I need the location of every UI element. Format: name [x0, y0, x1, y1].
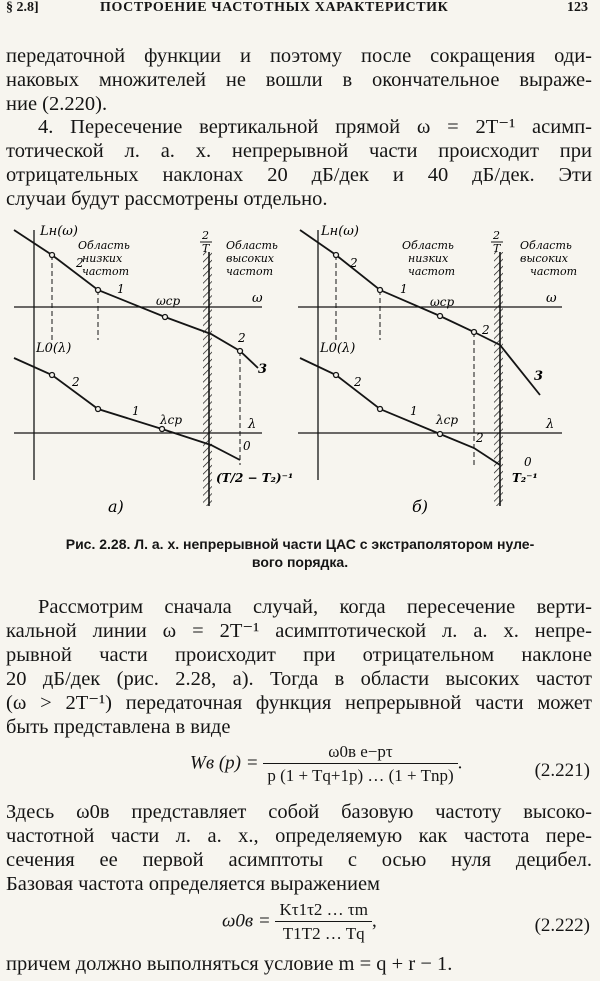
- lax-diagram: [0, 210, 600, 528]
- low-region-label: Область: [402, 239, 454, 252]
- corner-point: [472, 330, 477, 335]
- corner-point: [334, 253, 339, 258]
- corner-point: [96, 288, 101, 293]
- crossover-point: [438, 432, 443, 437]
- segment-slope: 1: [410, 404, 418, 418]
- lambda-axis-label: λ: [546, 417, 555, 432]
- segment-slope: 2: [238, 331, 246, 345]
- low-region-label: низких: [408, 252, 449, 265]
- corner-expression: (T/2 − T₂)⁻¹: [216, 471, 294, 485]
- boundary-hatch: [203, 252, 212, 506]
- omega-axis-label: ω: [546, 291, 557, 306]
- corner-point: [378, 288, 383, 293]
- high-region-label: частот: [226, 265, 274, 278]
- two-over-T-num: 2: [202, 229, 209, 242]
- crossover-point: [438, 314, 443, 319]
- omega-cp-label: ωср: [156, 294, 181, 308]
- zero-db-label: 0: [243, 439, 251, 453]
- two-over-T-den: T: [493, 242, 501, 255]
- segment-slope: 1: [117, 282, 125, 296]
- segment-slope: 3: [534, 369, 544, 384]
- figure-caption: Рис. 2.28. Л. а. х. непрерывной части ЦАС с экстраполятором нуле-: [65, 536, 535, 552]
- lambda-axis-label: λ: [248, 417, 257, 432]
- omega-axis-label: ω: [252, 291, 263, 306]
- crossover-point: [163, 315, 168, 320]
- high-region-label: частот: [530, 265, 578, 278]
- text-line: Здесь ω0в представляет собой базовую частоту высоко-: [6, 801, 592, 823]
- label-L0-lambda: L0(λ): [320, 341, 356, 356]
- low-region-label: частот: [82, 265, 130, 278]
- panel-label: б): [412, 497, 429, 516]
- boundary-hatch: [494, 252, 503, 506]
- high-region-label: высоких: [226, 252, 275, 265]
- segment-slope: 2: [76, 256, 84, 270]
- eq-lhs: Wв (p) =: [190, 752, 259, 774]
- text-line: отрицательных наклонах 20 дБ/дек и 40 дБ/дек. Эти: [6, 164, 592, 186]
- figure-caption: вого порядка.: [251, 554, 349, 570]
- corner-point: [96, 407, 101, 412]
- equation-number: (2.221): [534, 760, 590, 781]
- text-line: Базовая частота определяется выражением: [6, 873, 381, 895]
- corner-expression: T₂⁻¹: [512, 471, 538, 485]
- segment-slope: 2: [72, 375, 80, 389]
- eq-fraction: [275, 900, 372, 944]
- two-over-T-num: 2: [493, 229, 500, 242]
- panel-a: [14, 224, 293, 516]
- high-region-label: Область: [226, 239, 278, 252]
- section-number: § 2.8]: [6, 0, 39, 15]
- text-line: сечения ее первой асимптоты с осью нуля децибел.: [6, 849, 592, 871]
- text-line: случаи будут рассмотрены отдельно.: [6, 188, 328, 210]
- eq-numerator: Kτ1τ2 … τm: [279, 900, 368, 919]
- high-region-label: Область: [520, 239, 572, 252]
- eq-tail: .: [457, 752, 463, 774]
- crossover-point: [160, 427, 165, 432]
- lambda-cp-label: λср: [436, 413, 459, 427]
- segment-slope: 1: [400, 282, 408, 296]
- panel-label: а): [108, 497, 124, 516]
- equation-2-221: [190, 742, 462, 786]
- label-L0-lambda: L0(λ): [36, 341, 72, 356]
- corner-point: [334, 373, 339, 378]
- text-line: 4. Пересечение вертикальной прямой ω = 2T⁻¹ асимп-: [38, 116, 592, 138]
- text-line: ние (2.220).: [6, 93, 108, 115]
- equation-2-222: [222, 900, 377, 944]
- eq-tail: ,: [371, 910, 377, 932]
- corner-point: [238, 349, 243, 354]
- eq-denominator: p (1 + Tq+1p) … (1 + Tnp): [263, 763, 457, 786]
- segment-slope: 3: [258, 362, 268, 377]
- text-line: быть представлена в виде: [6, 716, 231, 738]
- two-over-T-den: T: [202, 242, 210, 255]
- lambda-cp-label: λср: [160, 413, 183, 427]
- low-region-label: Область: [78, 239, 130, 252]
- equation-number: (2.222): [534, 915, 590, 936]
- eq-fraction: [263, 742, 457, 786]
- low-region-label: частот: [408, 265, 456, 278]
- text-line: кальной линии ω = 2T⁻¹ асимптотической л. а. х. непре-: [6, 620, 592, 642]
- high-region-label: высоких: [520, 252, 569, 265]
- corner-point: [50, 253, 55, 258]
- eq-numerator: ω0в e−pτ: [328, 742, 393, 761]
- panel-b: [298, 224, 577, 516]
- eq-lhs: ω0в =: [222, 910, 271, 932]
- corner-point: [50, 373, 55, 378]
- text-line: наковых множителей не вошли в окончательное выраже-: [6, 69, 592, 91]
- label-Ln-omega: Lн(ω): [40, 224, 78, 239]
- text-line: передаточной функции и поэтому после сокращения оди-: [6, 45, 592, 67]
- text-line: 20 дБ/дек (рис. 2.28, а). Тогда в области высоких частот: [6, 668, 592, 690]
- running-title: ПОСТРОЕНИЕ ЧАСТОТНЫХ ХАРАКТЕРИСТИК: [100, 0, 449, 15]
- segment-slope: 1: [132, 404, 140, 418]
- eq-denominator: T1T2 … Tq: [275, 921, 372, 944]
- segment-slope: 2: [482, 323, 490, 337]
- label-Ln-omega: Lн(ω): [321, 224, 359, 239]
- omega-cp-label: ωср: [430, 295, 455, 309]
- segment-slope: 2: [354, 375, 362, 389]
- text-line: рывной части происходит при отрицательном наклоне: [6, 644, 592, 666]
- page-header: [6, 0, 592, 18]
- segment-slope: 2: [476, 431, 484, 445]
- figure-2-28: [0, 210, 600, 528]
- low-region-label: низких: [82, 252, 123, 265]
- zero-db-label: 0: [524, 455, 532, 469]
- text-line: причем должно выполняться условие m = q + r − 1.: [6, 953, 453, 975]
- text-line: Рассмотрим сначала случай, когда пересечение верти-: [38, 596, 592, 618]
- lower-lax-curve: [300, 358, 500, 465]
- text-line: тотической л. а. х. непрерывной части происходит при: [6, 140, 592, 162]
- page-number: 123: [567, 0, 588, 15]
- text-line: (ω > 2T⁻¹) передаточная функция непрерывной части может: [6, 692, 592, 714]
- text-line: частотной части л. а. х., определяемую как частота пере-: [6, 825, 592, 847]
- segment-slope: 2: [350, 256, 358, 270]
- corner-point: [378, 407, 383, 412]
